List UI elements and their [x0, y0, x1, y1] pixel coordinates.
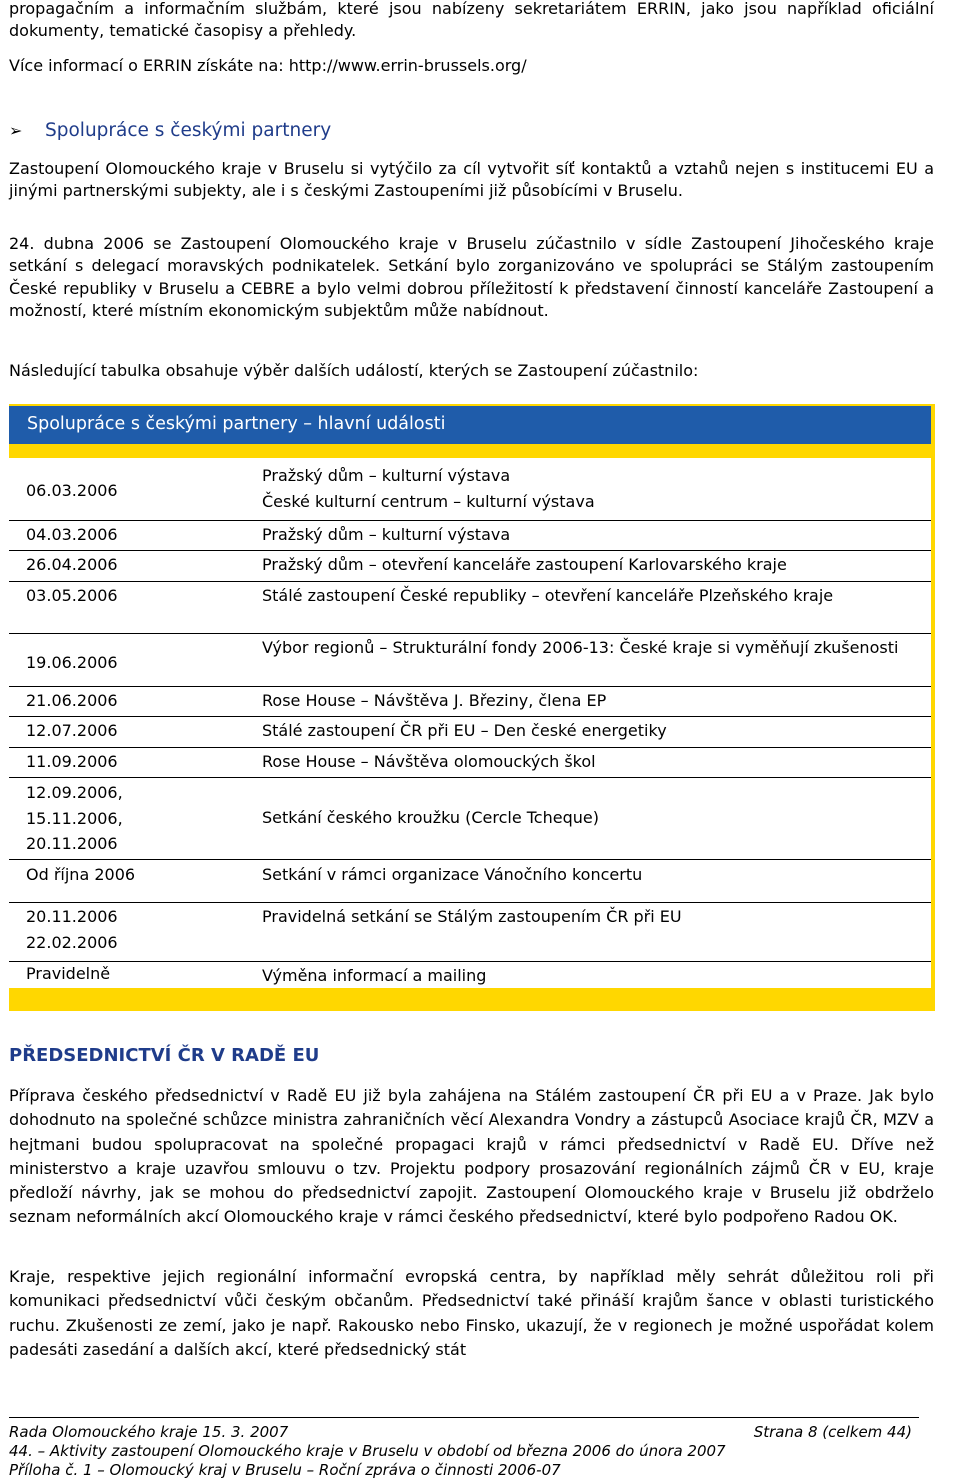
- event-description: Pražský dům – kulturní výstava: [262, 525, 511, 544]
- table-row: [9, 686, 931, 717]
- event-description: Setkání českého kroužku (Cercle Tcheque): [262, 808, 599, 827]
- table-row: [9, 716, 931, 748]
- paragraph-network: Zastoupení Olomouckého kraje v Bruselu si vytýčilo za cíl vytvořit síť kontaktů a vztahů nejen s institucemi EU a jinými partnerskými subjekty, ale i s českými Zastoupeními již působícími v Bruselu.: [9, 159, 934, 201]
- event-description: Stálé zastoupení České republiky – otevření kanceláře Plzeňského kraje: [262, 586, 834, 605]
- event-date: 21.06.2006: [26, 691, 118, 710]
- event-date: Od října 2006: [26, 865, 136, 884]
- event-date: 11.09.2006: [26, 752, 118, 771]
- footer-attachment: Příloha č. 1 – Olomoucký kraj v Bruselu – Roční zpráva o činnosti 2006-07: [9, 1461, 561, 1479]
- event-date: Pravidelně: [26, 964, 111, 983]
- table-row: [9, 777, 931, 860]
- event-date: 12.09.2006, 15.11.2006, 20.11.2006: [26, 783, 123, 854]
- event-description: Rose House – Návštěva J. Březiny, člena EP: [262, 691, 607, 710]
- event-description: Pravidelná setkání se Stálým zastoupením ČR při EU: [262, 907, 682, 926]
- table-row: [9, 581, 931, 634]
- event-description: Výbor regionů – Strukturální fondy 2006-13: České kraje si vyměňují zkušenosti: [262, 638, 899, 657]
- footer-page-number: Strana 8 (celkem 44): [753, 1423, 912, 1441]
- events-table: [9, 458, 931, 988]
- events-table-header: [9, 406, 931, 444]
- events-table-title: Spolupráce s českými partnery – hlavní události: [27, 414, 446, 434]
- table-row: [9, 859, 931, 903]
- table-row: [9, 550, 931, 582]
- intro-link-line: Více informací o ERRIN získáte na: http://www.errin-brussels.org/: [9, 56, 527, 75]
- chevron-right-icon: ➢: [9, 121, 23, 140]
- table-row: [9, 633, 931, 687]
- paragraph-presidency-preparation: Příprava českého předsednictví v Radě EU již byla zahájena na Stálém zastoupení ČR při EU a v Praze. Jak bylo dohodnuto na společné schůzce ministra zahraničních věcí Alexandra Vondry a zástupců Asociace krajů ČR, MZV a hejtmani budou spolupracovat na společné propagaci krajů v rámci předsednictví v Radě EU. Dříve než ministerstvo a kraje uzavřou smlouvu o tzv. Projektu podpory prosazování regionálních zájmů ČR v EU, kraje předloží návrhy, jak se mohou do předsednictví zapojit. Zastoupení Olomouckého kraje v Bruselu již obdrželo seznam neformálních akcí Olomouckého kraje v rámci českého předsednictví, které bylo podpořeno Radou OK.: [9, 1086, 934, 1227]
- event-description: Pražský dům – otevření kanceláře zastoupení Karlovarského kraje: [262, 555, 787, 574]
- table-row: [9, 902, 931, 962]
- event-date: 26.04.2006: [26, 555, 118, 574]
- event-description: Setkání v rámci organizace Vánočního koncertu: [262, 865, 643, 884]
- section-heading-presidency: PŘEDSEDNICTVÍ ČR V RADĚ EU: [9, 1045, 320, 1066]
- event-description: Stálé zastoupení ČR při EU – Den české energetiky: [262, 721, 667, 740]
- table-row: [9, 747, 931, 778]
- event-date: 03.05.2006: [26, 586, 118, 605]
- footer-divider: [9, 1417, 919, 1418]
- paragraph-meeting: 24. dubna 2006 se Zastoupení Olomouckého kraje v Bruselu zúčastnilo v sídle Zastoupení Jihočeského kraje setkání s delegací moravských podnikatelek. Setkání bylo zorganizováno ve spolupráci se Stálým zastoupením České republiky v Bruselu a CEBRE a bylo velmi dobrou příležitostí k představení činností kanceláře Zastoupení a možností, které místním ekonomickým subjektům může nabídnout.: [9, 234, 934, 321]
- event-description: Rose House – Návštěva olomouckých škol: [262, 752, 596, 771]
- footer-agenda-item: 44. – Aktivity zastoupení Olomouckého kraje v Bruselu v období od března 2006 do února 2007: [9, 1442, 726, 1460]
- event-date: 20.11.2006 22.02.2006: [26, 907, 118, 952]
- event-description: Výměna informací a mailing: [262, 966, 487, 985]
- paragraph-table-intro: Následující tabulka obsahuje výběr dalších událostí, kterých se Zastoupení zúčastnilo:: [9, 361, 699, 380]
- section-heading-partners: [9, 120, 331, 141]
- paragraph-regions-role: Kraje, respektive jejich regionální informační evropská centra, by například měly sehrát důležitou roli při komunikaci předsednictví vůči českým občanům. Předsednictví také přináší krajům šance v oblasti turistického ruchu. Zkušenosti ze zemí, jako je např. Rakousko nebo Finsko, ukazují, že v regionech je možné uspořádat kolem padesáti zasedání a dalších akcí, které předsednický stát: [9, 1267, 934, 1359]
- intro-paragraph: propagačním a informačním službám, které jsou nabízeny sekretariátem ERRIN, jako jsou například oficiální dokumenty, tematické časopisy a přehledy.: [9, 0, 934, 41]
- event-description: Pražský dům – kulturní výstava České kulturní centrum – kulturní výstava: [262, 466, 595, 511]
- event-date: 04.03.2006: [26, 525, 118, 544]
- table-row: [9, 961, 931, 988]
- table-row: [9, 458, 931, 521]
- table-row: [9, 520, 931, 551]
- section-heading-text: Spolupráce s českými partnery: [45, 120, 332, 141]
- event-date: 19.06.2006: [26, 653, 118, 672]
- event-date: 06.03.2006: [26, 481, 118, 500]
- footer-council-date: Rada Olomouckého kraje 15. 3. 2007: [9, 1423, 289, 1441]
- event-date: 12.07.2006: [26, 721, 118, 740]
